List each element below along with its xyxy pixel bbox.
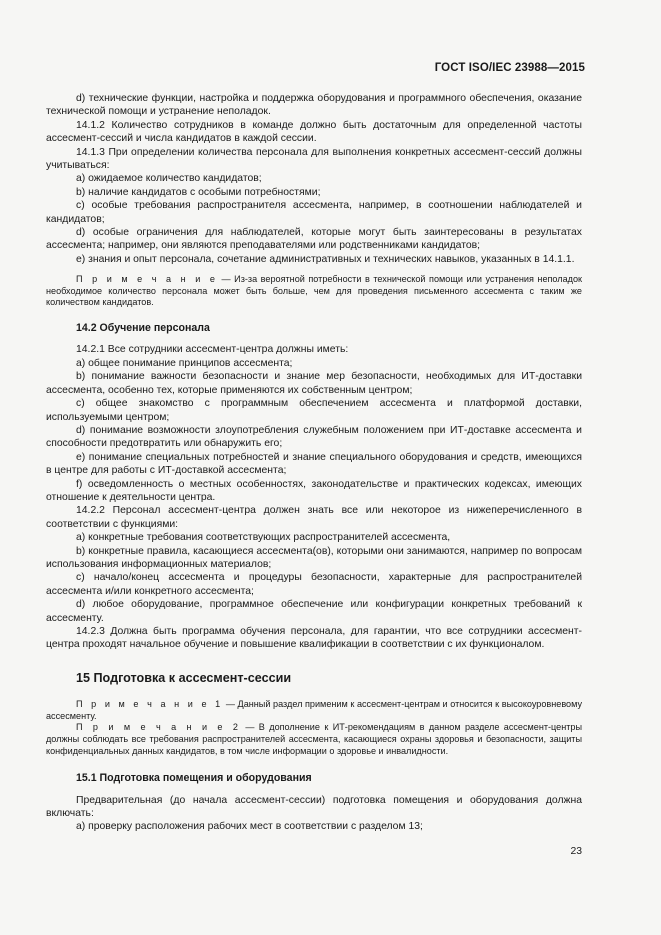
list-item: d) понимание возможности злоупотребления служебным положением при ИТ-доставке ассесмента и способности предотвратить или обнаружить его; xyxy=(46,424,582,450)
note xyxy=(46,722,582,757)
list-item: с) общее знакомство с программным обеспечением ассесмента и платформой доставки, используемыми центром; xyxy=(46,398,582,423)
note-label: П р и м е ч а н и е 1 xyxy=(76,699,224,710)
list-item: d) особые ограничения для наблюдателей, которые могут быть заинтересованы в результатах ассесмента; например, они являются преподавателями или родственниками кандидатов; xyxy=(46,227,582,252)
paragraph: 14.1.3 При определении количества персонала для выполнения конкретных ассесмент-сессий должны учитываться: xyxy=(46,146,582,172)
note xyxy=(46,274,582,309)
list-item: b) понимание важности безопасности и знание мер безопасности, необходимых для ИТ-доставки ассесмента, особенно тех, которые применяются их собственным центром; xyxy=(46,371,582,396)
standard-code-header: ГОСТ ISO/IEC 23988—2015 xyxy=(434,62,585,74)
list-item: b) конкретные правила, касающиеся ассесмента(ов), которыми они занимаются, например по вопросам использования информационных материалов; xyxy=(46,545,582,570)
page-body xyxy=(46,92,582,834)
note-text: — Данный раздел применим к ассесмент-центрам и относится к высокоуровневому ассесменту. xyxy=(46,699,583,721)
list-item: а) ожидаемое количество кандидатов; xyxy=(76,173,262,185)
paragraph: 14.1.2 Количество сотрудников в команде должно быть достаточным для определенной частоты ассесмент-сессий и числа кандидатов в каждой сессии. xyxy=(46,119,582,145)
paragraph: 14.2.2 Персонал ассесмент-центра должен знать все или некоторое из нижеперечисленного в соответствии с функциями: xyxy=(46,505,582,530)
list-item: а) общее понимание принципов ассесмента; xyxy=(76,357,293,369)
paragraph: d) технические функции, настройка и поддержка оборудования и программного обеспечения, оказание технической помощи и устранение неполадок. xyxy=(46,93,582,118)
paragraph: Предварительная (до начала ассесмент-сессии) подготовка помещения и оборудования должна включать: xyxy=(46,794,582,819)
section-heading-14-2: 14.2 Обучение персонала xyxy=(76,322,210,335)
note-text: — В дополнение к ИТ-рекомендациям в данном разделе ассесмент-центры должны соблюдать все требования распространителей ассесмента, касающиеся охраны здоровья и безопасности, защиты конфиденциальных данных кандидатов, в том числе информации о здоровье и инвалидности. xyxy=(46,722,582,756)
list-item: а) конкретные требования соответствующих распространителей ассесмента, xyxy=(76,532,451,544)
note-text: — Из-за вероятной потребности в технической помощи или устранения неполадок необходимое количество персонала может быть больше, чем для проведения письменного ассесмента с таким же количеством кандидатов. xyxy=(46,274,582,308)
note-label: П р и м е ч а н и е xyxy=(76,274,218,285)
section-heading-15: 15 Подготовка к ассесмент-сессии xyxy=(76,670,292,685)
list-item: f) осведомленность о местных особенностях, законодательстве и практических кодексах, имеющих отношение к деятельности центра. xyxy=(46,478,582,503)
note-label: П р и м е ч а н и е 2 xyxy=(76,722,241,733)
list-item: а) проверку расположения рабочих мест в соответствии с разделом 13; xyxy=(76,821,423,833)
paragraph: 14.2.3 Должна быть программа обучения персонала, для гарантии, что все сотрудники ассесмент-центра проходят начальное обучение и повышение квалификации в соответствии с их функционалом. xyxy=(46,626,582,651)
list-item: с) начало/конец ассесмента и процедуры безопасности, характерные для распространителей ассесмента и/или конкретного ассесмента; xyxy=(46,572,582,597)
section-heading-15-1: 15.1 Подготовка помещения и оборудования xyxy=(76,772,312,785)
list-item: е) понимание специальных потребностей и знание специального оборудования и средств, имеющихся в центре для работы с ИТ-доставкой ассесмента; xyxy=(46,451,582,477)
list-item: е) знания и опыт персонала, сочетание административных и технических навыков, указанных в 14.1.1. xyxy=(76,253,575,265)
note xyxy=(46,699,582,722)
list-item: с) особые требования распространителя ассесмента, например, в соотношении наблюдателей и кандидатов; xyxy=(46,200,582,225)
list-item: d) любое оборудование, программное обеспечение или конфигурации конкретных требований к ассесменту. xyxy=(46,599,582,624)
list-item: b) наличие кандидатов с особыми потребностями; xyxy=(76,186,321,198)
page-number: 23 xyxy=(570,846,582,857)
paragraph: 14.2.1 Все сотрудники ассесмент-центра должны иметь: xyxy=(76,344,349,356)
